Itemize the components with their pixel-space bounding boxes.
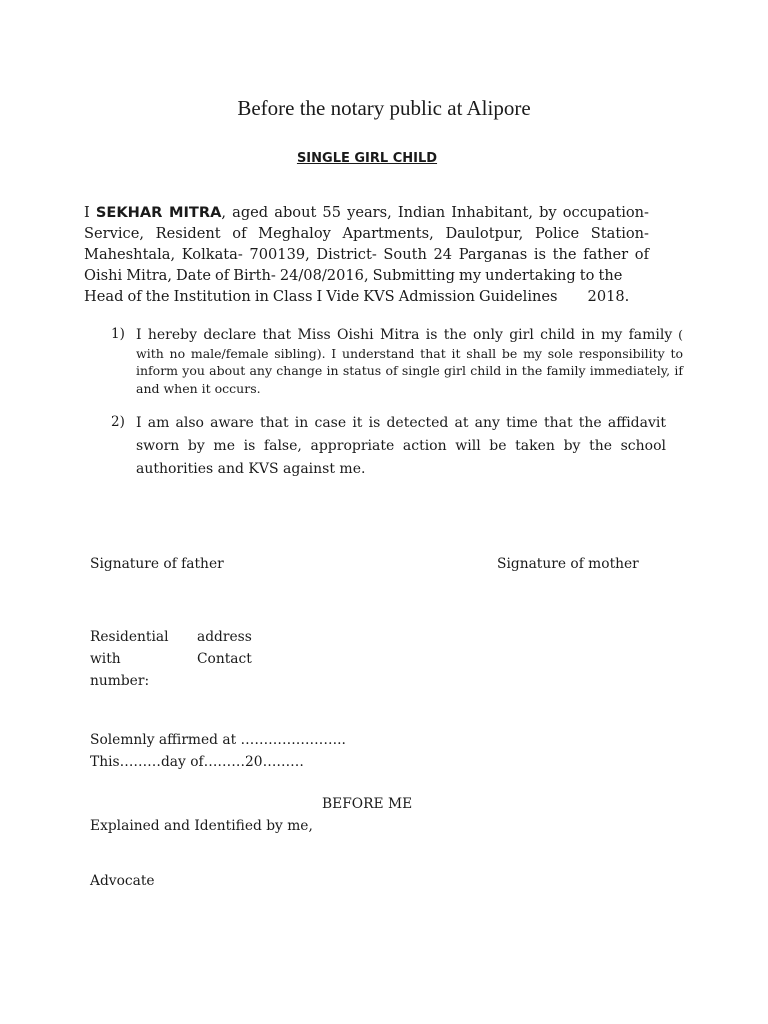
declaration-text xyxy=(136,326,683,397)
declaration-text-rest: ( with no male/female sibling). I understand that it shall be my sole responsibility to inform you about any change in status of single girl child in the family immediately, if and when it occurs. xyxy=(136,327,683,396)
intro-last-line xyxy=(84,286,649,307)
date-line: This………day of………20……… xyxy=(90,754,304,770)
declaration-number: 2) xyxy=(111,414,125,430)
intro-prefix: I xyxy=(84,204,96,221)
declaration-text: I am also aware that in case it is detected at any time that the affidavit sworn by me is false, appropriate action will be taken by the school authorities and KVS against me. xyxy=(136,415,666,477)
signature-mother-label: Signature of mother xyxy=(497,556,639,572)
declaration-text-first: I hereby declare that Miss Oishi Mitra is the only girl child in my family xyxy=(136,327,673,343)
residential-label-word: Residential xyxy=(90,629,169,645)
intro-body: , aged about 55 years, Indian Inhabitant, by occupation-Service, Resident of Meghaloy Apartments, Daulotpur, Police Station-Maheshtala, Kolkata- 700139, District- South 24 Parganas is the father of Oishi Mitra, Date of Birth- 24/08/2016, Submitting my undertaking to the xyxy=(84,204,649,284)
signature-father-label: Signature of father xyxy=(90,556,224,572)
document-subtitle: SINGLE GIRL CHILD xyxy=(296,151,438,166)
residential-label-word: address xyxy=(197,629,252,645)
intro-year: 2018. xyxy=(587,288,630,305)
document-heading: Before the notary public at Alipore xyxy=(237,96,531,120)
declaration-number: 1) xyxy=(111,326,125,342)
residential-label-word: number: xyxy=(90,673,150,689)
residential-label-word: with xyxy=(90,651,121,667)
before-me-label: BEFORE ME xyxy=(322,796,413,812)
advocate-label: Advocate xyxy=(90,873,155,889)
intro-paragraph xyxy=(84,202,649,307)
explained-identified-line: Explained and Identified by me, xyxy=(90,818,313,834)
declarant-name: SEKHAR MITRA xyxy=(95,204,222,221)
intro-last-line-text: Head of the Institution in Class I Vide KVS Admission Guidelines xyxy=(84,288,558,305)
solemnly-affirmed-line: Solemnly affirmed at ………………….. xyxy=(90,732,346,748)
residential-label-word: Contact xyxy=(197,651,252,667)
